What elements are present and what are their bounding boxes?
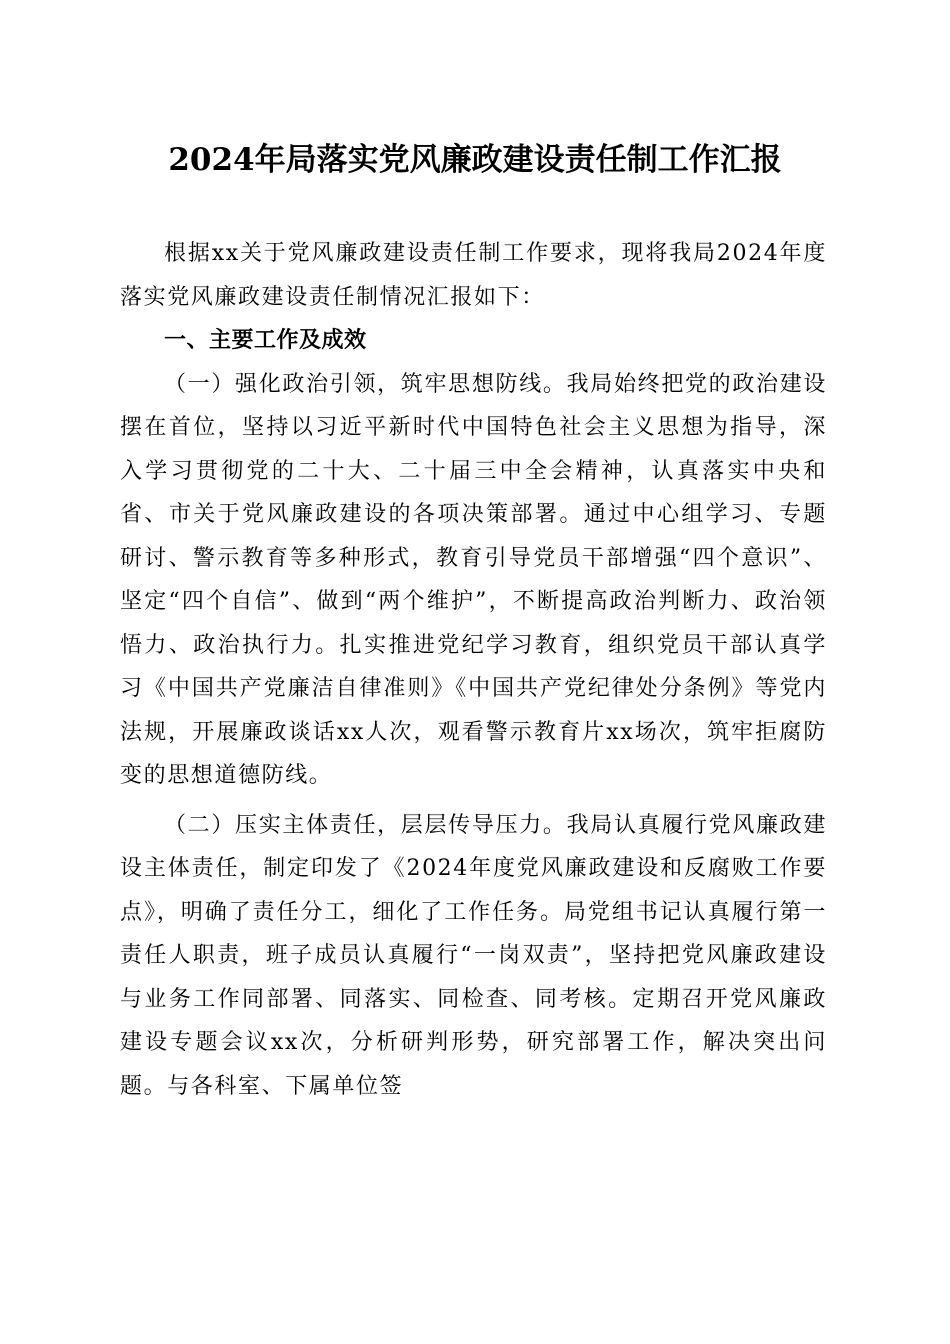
paragraph-2-body: 我局认真履行党风廉政建设主体责任，制定印发了《2024年度党风廉政建设和反腐败工作要点》，明确了责任分工，细化了工作任务。局党组书记认真履行第一责任人职责，班子成员认真履行“一岗双责”，坚持把党风廉政建设与业务工作同部署、同落实、同检查、同考核。定期召开党风廉政建设专题会议xx次，分析研判形势，研究部署工作，解决突出问题。与各科室、下属单位签 <box>120 812 828 1099</box>
paragraph-1-lead: （一）强化政治引领，筑牢思想防线。 <box>164 371 567 397</box>
paragraph-2 <box>120 804 827 1109</box>
paragraph-1 <box>120 363 827 798</box>
paragraph-2-lead: （二）压实主体责任，层层传导压力。 <box>164 812 567 838</box>
intro-paragraph: 根据xx关于党风廉政建设责任制工作要求，现将我局2024年度落实党风廉政建设责任制情况汇报如下： <box>120 241 827 310</box>
document-title: 2024年局落实党风廉政建设责任制工作汇报 <box>168 142 782 178</box>
paragraph-1-body: 我局始终把党的政治建设摆在首位，坚持以习近平新时代中国特色社会主义思想为指导，深入学习贯彻党的二十大、二十届三中全会精神，认真落实中央和省、市关于党风廉政建设的各项决策部署。通过中心组学习、专题研讨、警示教育等多种形式，教育引导党员干部增强“四个意识”、坚定“四个自信”、做到“两个维护”，不断提高政治判断力、政治领悟力、政治执行力。扎实推进党纪学习教育，组织党员干部认真学习《中国共产党廉洁自律准则》《中国共产党纪律处分条例》等党内法规，开展廉政谈话xx人次，观看警示教育片xx场次，筑牢拒腐防变的思想道德防线。 <box>120 371 828 788</box>
section-heading-1: 一、主要工作及成效 <box>164 328 367 353</box>
document-body <box>120 232 827 1108</box>
